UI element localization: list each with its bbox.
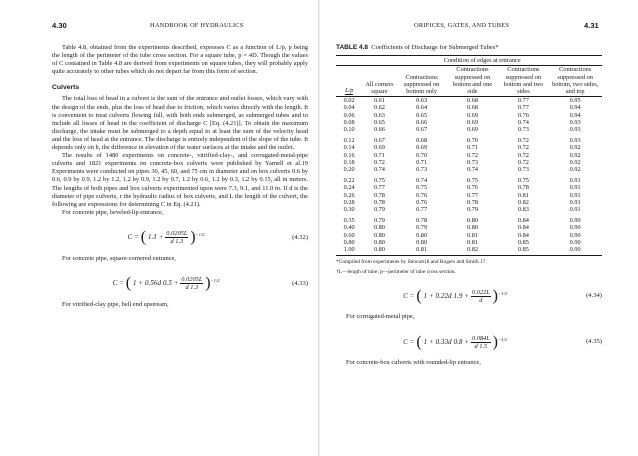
- table-cell: 0.71: [416, 158, 428, 166]
- eq-exponent: −1/2: [497, 336, 507, 342]
- table-body: [336, 97, 602, 256]
- table-cell: 0.91: [569, 177, 581, 185]
- table-cell: 0.72: [373, 158, 385, 166]
- table-cell: 0.91: [569, 184, 581, 192]
- table-cell: 0.78: [373, 198, 385, 206]
- header-lp-label: L/p: [344, 86, 354, 94]
- table-caption: [336, 44, 602, 52]
- table-cell: 0.76: [466, 184, 478, 192]
- table-cell: 0.79: [466, 205, 478, 213]
- table-cell: 0.76: [416, 198, 428, 206]
- table-cell: 0.94: [569, 104, 581, 112]
- table-cell: 0.77: [517, 104, 529, 112]
- table-cell-lp: 0.12: [343, 137, 355, 145]
- table-cell: 0.64: [416, 104, 428, 112]
- eq-open-paren: (: [416, 333, 422, 351]
- table-cell-lp: 0.06: [343, 111, 355, 119]
- table-cell: 0.90: [569, 217, 581, 225]
- table-cell: 0.91: [569, 191, 581, 199]
- table-cell: 0.94: [569, 111, 581, 119]
- eq-close-paren: ): [190, 228, 196, 246]
- eq-fraction: [180, 276, 203, 291]
- table-row: [336, 246, 602, 256]
- table-cell: 0.73: [466, 158, 478, 166]
- table-cell: 0.82: [447, 246, 499, 256]
- right-page-number: 4.31: [584, 21, 599, 30]
- table-cell: 0.68: [416, 137, 428, 145]
- table-cell: 0.81: [517, 191, 529, 199]
- table-cell-lp: 0.26: [343, 191, 355, 199]
- table-row: [336, 232, 602, 239]
- table-cell: 0.78: [517, 184, 529, 192]
- lead-in-beveled: For concrete pipe, beveled-lip entrance,: [62, 208, 164, 216]
- table-cell: 0.81: [466, 238, 478, 246]
- table-cell-lp: 0.20: [343, 165, 355, 173]
- table-row: [336, 224, 602, 231]
- table-cell: 0.82: [517, 198, 529, 206]
- table-cell-lp: 0.02: [343, 97, 355, 105]
- table-cell: 0.65: [416, 111, 428, 119]
- table-footnote-1: *Compiled from experiments by Stewart18 and Rogers and Smith.17: [336, 259, 486, 266]
- table-cell: 0.73: [416, 165, 428, 173]
- table-cell: 0.90: [548, 246, 602, 256]
- table-cell: 0.69: [373, 144, 385, 152]
- eq-denominator: d 1.3: [185, 284, 199, 292]
- table-cell: 0.77: [517, 97, 529, 105]
- table-cell: 0.81: [397, 246, 447, 256]
- table-row: [336, 152, 602, 159]
- table-cell: 0.93: [569, 118, 581, 126]
- table-cell: 0.70: [416, 151, 428, 159]
- eq-exponent: −1/2: [195, 232, 205, 238]
- table-cell: 0.69: [466, 111, 478, 119]
- table-caption-label: TABLE 4.8: [336, 44, 369, 51]
- table-cell: 0.80: [373, 238, 385, 246]
- table-cell: 0.90: [569, 224, 581, 232]
- table-cell: 0.69: [466, 125, 478, 133]
- table-caption-text: Coefficients of Discharge for Submerged Tubes*: [371, 44, 499, 51]
- table-row: [336, 112, 602, 119]
- table-cell: 0.70: [466, 137, 478, 145]
- table-cell-lp: 0.04: [343, 104, 355, 112]
- table-cell: 0.75: [466, 177, 478, 185]
- table-row: [336, 159, 602, 166]
- table-row: [336, 192, 602, 199]
- table-cell-lp: 0.30: [343, 205, 355, 213]
- table-cell: 0.85: [498, 246, 548, 256]
- table-cell: 0.78: [373, 191, 385, 199]
- table-cell: 0.72: [517, 137, 529, 145]
- eq-prefix: C =: [127, 233, 139, 242]
- table-cell: 0.79: [416, 224, 428, 232]
- table-cell: 0.66: [416, 118, 428, 126]
- eq-exponent: −1/2: [497, 290, 507, 296]
- table-cell-lp: 0.08: [343, 118, 355, 126]
- table-cell: 0.72: [517, 144, 529, 152]
- table-cell: 0.80: [466, 224, 478, 232]
- eq-fraction: [471, 289, 491, 304]
- table-cell: 0.73: [517, 165, 529, 173]
- right-page: [322, 0, 638, 456]
- table-row: [336, 144, 602, 151]
- table-cell: 0.80: [373, 224, 385, 232]
- table-cell: 0.67: [373, 137, 385, 145]
- table-header-col: Contractions suppressed on bottom, two sides, and top: [548, 66, 602, 97]
- eq-prefix: C =: [112, 279, 124, 288]
- equation-4-35-formula: [336, 335, 574, 350]
- table-cell-lp: 0.28: [343, 198, 355, 206]
- table-row: [336, 199, 602, 206]
- table-row: [336, 133, 602, 144]
- table-cell-lp: 0.35: [343, 217, 355, 225]
- left-text-column: [52, 44, 308, 309]
- table-cell: 0.68: [466, 97, 478, 105]
- table-cell: 0.69: [466, 118, 478, 126]
- table-cell: 0.65: [373, 118, 385, 126]
- eq-term: 1 + 0.56d 0.5 +: [132, 279, 179, 288]
- equation-4-35: [336, 327, 602, 357]
- equation-number: (4.33): [292, 279, 308, 287]
- table-cell: 0.81: [466, 231, 478, 239]
- table-cell-lp: 0.24: [343, 184, 355, 192]
- lead-in-concrete-box: For concrete-box culverts with rounded-lip entrance,: [346, 359, 481, 367]
- table-cell: 0.85: [517, 238, 529, 246]
- table-cell: 0.80: [373, 231, 385, 239]
- lead-in-square-cornered: For concrete pipe, square-cornered entrance,: [62, 254, 176, 262]
- table-cell: 0.74: [466, 165, 478, 173]
- coefficients-table: [336, 55, 602, 256]
- left-page: [0, 0, 316, 456]
- eq-denominator: d 1.3: [170, 238, 184, 246]
- table-cell-lp: 0.80: [343, 238, 355, 246]
- table-cell: 0.75: [517, 177, 529, 185]
- table-cell: 0.91: [569, 198, 581, 206]
- table-cell: 0.72: [517, 151, 529, 159]
- intro-paragraph: Table 4.8, obtained from the experiments described, expresses C as a function of L/p, p being the length of the perimeter of the tube cross section. For a square tube, p = 4D. Though the values of C contained in Table 4.8 are derived from experiments on square tubes, they will probably apply quite accurately to other tubes which do not depart far from this form of section.: [52, 44, 308, 76]
- equation-4-32-formula: [52, 230, 280, 245]
- eq-fraction: [165, 230, 188, 245]
- table-row: [336, 173, 602, 184]
- lead-in-vitrified-clay: For vitrified-clay pipe, bell end upstream,: [62, 300, 169, 308]
- equation-number: (4.35): [586, 338, 602, 346]
- table-cell: 0.63: [416, 97, 428, 105]
- left-page-number: 4.30: [52, 21, 67, 30]
- table-cell: 0.83: [517, 205, 529, 213]
- eq-prefix: C =: [403, 338, 415, 347]
- eq-close-paren: ): [205, 274, 211, 292]
- right-text-column: [336, 44, 602, 368]
- table-cell: 0.75: [373, 177, 385, 185]
- table-cell: 0.74: [416, 177, 428, 185]
- table-cell: 0.68: [466, 104, 478, 112]
- table-header-col: Contractions suppressed on bottom only: [397, 66, 447, 97]
- table-group-header: Condition of edges at entrance: [362, 56, 602, 66]
- eq-term: 1 + 0.33d 0.8 +: [423, 338, 470, 347]
- table-cell: 0.74: [517, 118, 529, 126]
- table-cell: 0.77: [373, 184, 385, 192]
- equation-number: (4.34): [586, 292, 602, 300]
- table-cell: 0.72: [517, 158, 529, 166]
- table-row: [336, 206, 602, 213]
- table-cell-lp: 0.40: [343, 224, 355, 232]
- eq-close-paren: ): [492, 333, 498, 351]
- table-cell: 0.92: [569, 158, 581, 166]
- table-corner-cell: [336, 56, 362, 66]
- table-cell: 0.93: [569, 137, 581, 145]
- equation-number: (4.32): [292, 233, 308, 241]
- table-row: [336, 166, 602, 173]
- equation-4-34-formula: [336, 289, 574, 304]
- section-heading-culverts: Culverts: [52, 84, 80, 92]
- table-row: [336, 97, 602, 105]
- left-running-head: HANDBOOK OF HYDRAULICS: [150, 22, 244, 29]
- table-cell: 0.80: [466, 217, 478, 225]
- table-cell: 0.84: [517, 217, 529, 225]
- table-cell: 0.74: [373, 165, 385, 173]
- eq-term: 1.1 +: [147, 233, 164, 242]
- table-footnote-2: †L—length of tube; p—perimeter of tube cross section.: [336, 268, 456, 275]
- table-cell: 0.67: [416, 125, 428, 133]
- lead-in-corrugated: For corrugated-metal pipe,: [346, 313, 415, 321]
- table-header-col: Contractions suppressed on bottom and two sides: [498, 66, 548, 97]
- table-cell: 0.93: [569, 125, 581, 133]
- table-cell: 0.80: [362, 246, 396, 256]
- table-row: [336, 213, 602, 224]
- table-cell-lp: 0.60: [343, 231, 355, 239]
- table-cell: 0.61: [373, 97, 385, 105]
- eq-close-paren: ): [492, 287, 498, 305]
- culverts-paragraph-1: The total loss of head in a culvert is the sum of the entrance and outlet losses, which vary with the design of the ends, plus the loss of head due to friction, which varies directly with the length. It is convenient to treat culverts flowing full, with both ends submerged, as submerged tubes and to include all losses of head in the coefficient of discharge C [Eq. (4.21)]. To obtain the maximum discharge, the intake must be submerged to a depth equal to at least the sum of the velocity head and the loss of head at the entrance. The discharge is entirely independent of the slope of the tube. It depends only on h, the difference in elevation of the water surfaces at the intake and the outlet.: [52, 95, 308, 152]
- table-row: [336, 126, 602, 133]
- table-cell: 0.76: [517, 111, 529, 119]
- eq-open-paren: (: [416, 287, 422, 305]
- table-cell: 0.95: [569, 97, 581, 105]
- table-header-lp: [336, 66, 362, 97]
- table-cell: 0.84: [517, 231, 529, 239]
- table-cell: 0.78: [416, 217, 428, 225]
- table-cell: 0.91: [569, 205, 581, 213]
- table-cell: 0.63: [373, 111, 385, 119]
- table-cell: 0.71: [373, 151, 385, 159]
- table-row: [336, 239, 602, 246]
- table-cell: 0.75: [416, 184, 428, 192]
- eq-denominator: d 1.5: [474, 342, 488, 350]
- table-cell: 0.80: [416, 238, 428, 246]
- table-cell: 0.79: [373, 205, 385, 213]
- table-cell: 0.92: [569, 144, 581, 152]
- table-cell: 0.77: [466, 191, 478, 199]
- table-cell: 0.90: [569, 238, 581, 246]
- eq-prefix: C =: [403, 292, 415, 301]
- equation-4-32: [52, 223, 308, 253]
- eq-denominator: d: [479, 296, 483, 304]
- equation-4-33: [52, 269, 308, 299]
- table-cell: 0.76: [416, 191, 428, 199]
- equation-4-33-formula: [52, 276, 280, 291]
- table-row: [336, 184, 602, 191]
- table-header-col: Contractions suppressed on bottom and one side: [447, 66, 499, 97]
- table-cell: 0.78: [466, 198, 478, 206]
- book-gutter: [318, 0, 320, 456]
- eq-exponent: −1/2: [210, 278, 220, 284]
- table-cell: 0.90: [569, 231, 581, 239]
- eq-open-paren: (: [140, 228, 147, 246]
- table-cell-lp: 1.00: [336, 246, 362, 256]
- table-cell: 0.84: [517, 224, 529, 232]
- table-cell: 0.80: [416, 231, 428, 239]
- eq-fraction: [471, 335, 491, 350]
- table-header-col: All corners square: [362, 66, 396, 97]
- table-cell-lp: 0.18: [343, 158, 355, 166]
- eq-numerator: 0.0205L: [181, 276, 203, 284]
- table-cell: 0.92: [569, 151, 581, 159]
- eq-open-paren: (: [125, 274, 132, 292]
- table-cell: 0.73: [517, 125, 529, 133]
- table-cell: 0.77: [416, 205, 428, 213]
- equation-4-34: [336, 281, 602, 311]
- table-cell: 0.62: [373, 104, 385, 112]
- eq-numerator: 0.084L: [471, 334, 490, 342]
- table-cell-lp: 0.22: [343, 177, 355, 185]
- eq-numerator: 0.022L: [471, 288, 490, 296]
- eq-numerator: 0.0205L: [166, 230, 188, 238]
- table-cell: 0.92: [569, 165, 581, 173]
- table-cell-lp: 0.14: [343, 144, 355, 152]
- table-cell: 0.72: [466, 151, 478, 159]
- right-running-head: ORIFICES, GATES, AND TUBES: [414, 22, 510, 29]
- table-cell-lp: 0.16: [343, 151, 355, 159]
- table-row: [336, 104, 602, 111]
- table-cell: 0.69: [416, 144, 428, 152]
- culverts-paragraph-2: The results of 1480 experiments on concrete-, vitrified-clay-, and corrugated-metal-pipe culverts and 1821 experiments on concrete-box culverts were published by Yarnell et al.19 Experiments were conducted on pipes 30, 45, 60, and 75 cm in diameter and on box culverts 0.6 by 0.6, 0.9 by 0.9, 1.2 by 1.2, 1.2 by 0.9, 1.2 by 0.7, 1.2 by 0.6, 1.2 by 0.3, 1.2 by 0.15, all in meters. The lengths of both pipes and box culverts experimented upon were 7.3, 9.1, and 11.0 m. If d is the diameter of pipe culverts, r the hydraulic radius of box culverts, and L the length of the culvert, the following are expressions for determining C in Eq. (4.21).: [52, 152, 308, 208]
- table-cell-lp: 0.10: [343, 125, 355, 133]
- table-cell: 0.66: [373, 125, 385, 133]
- eq-term: 1 + 0.22d 1.9 +: [423, 292, 470, 301]
- table-cell: 0.71: [466, 144, 478, 152]
- table-row: [336, 119, 602, 126]
- table-cell: 0.79: [373, 217, 385, 225]
